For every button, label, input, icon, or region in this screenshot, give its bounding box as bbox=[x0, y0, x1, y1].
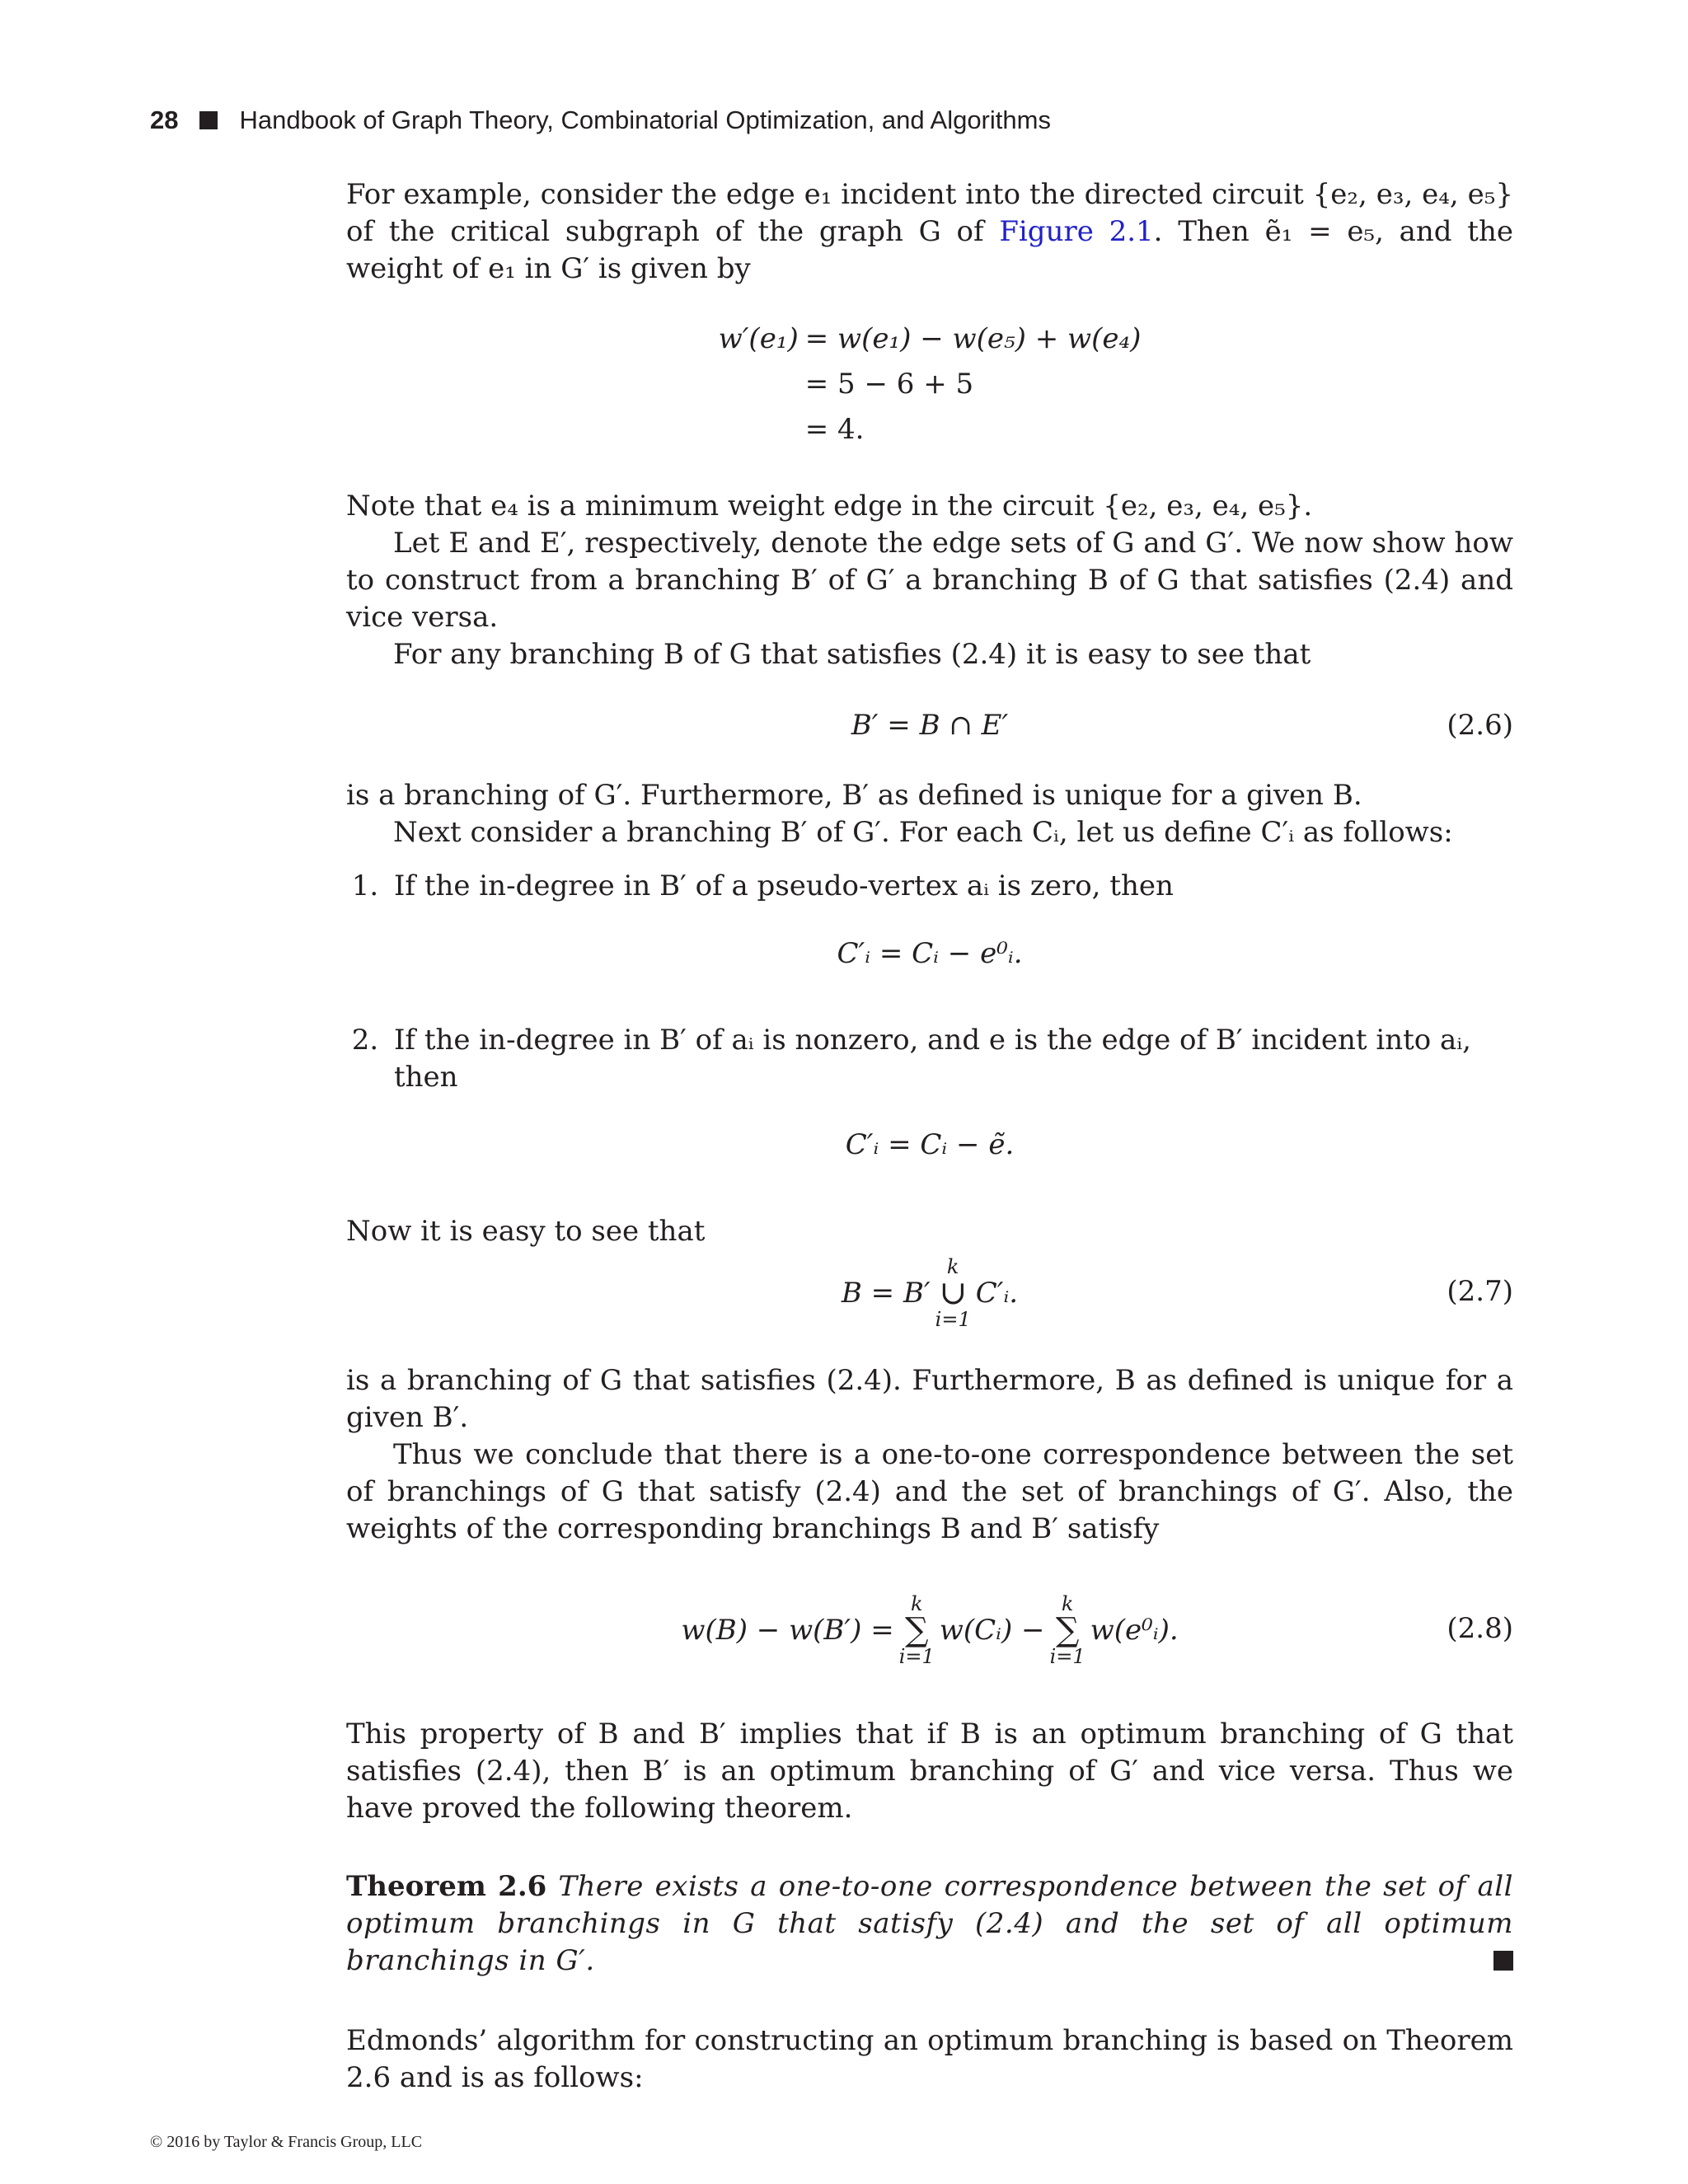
equation-right: C′ᵢ. bbox=[975, 1277, 1019, 1310]
equation-lhs: w′(e₁) bbox=[718, 322, 799, 355]
list-item bbox=[387, 868, 1513, 982]
paragraph-edmonds: Edmonds’ algorithm for constructing an optimum branching is based on Theorem 2.6 and is as follows: bbox=[346, 2024, 1513, 2094]
sum-operator bbox=[1050, 1594, 1085, 1666]
copyright-footer: © 2016 by Taylor & Francis Group, LLC bbox=[150, 2133, 423, 2151]
upper-limit: k bbox=[910, 1592, 923, 1615]
equation-left: B = B′ bbox=[841, 1277, 931, 1310]
lower-limit: i=1 bbox=[1049, 1645, 1085, 1668]
figure-link[interactable]: Figure 2.1 bbox=[999, 215, 1154, 248]
theorem-body: There exists a one-to-one correspondence between the set of all optimum branchings in G that satisfy (2.4) and the set of all optimum branchings in G′. bbox=[346, 1870, 1513, 1977]
equation-2-7 bbox=[346, 1250, 1513, 1336]
equation-line: = w(e₁) − w(e₅) + w(e₄) bbox=[804, 322, 1142, 355]
equation-term: w(e⁰ᵢ). bbox=[1090, 1614, 1179, 1647]
equation-line: = 4. bbox=[804, 413, 865, 446]
paragraph-example bbox=[346, 176, 1513, 288]
paragraph-text: For example, consider the edge e₁ incident into the directed circuit {e₂, e₃, e₄, e₅} of the critical subgraph of the graph G of bbox=[346, 178, 1513, 248]
equation-number: (2.6) bbox=[1447, 709, 1513, 742]
list-item-text: If the in-degree in B′ of aᵢ is nonzero, and e is the edge of B′ incident into aᵢ, then bbox=[394, 1024, 1471, 1094]
equation-body: B′ = B ∩ E′ bbox=[851, 709, 1009, 742]
paragraph-note: Note that e₄ is a minimum weight edge in the circuit {e₂, e₃, e₄, e₅}. bbox=[346, 490, 1313, 523]
lower-limit: i=1 bbox=[935, 1308, 971, 1331]
equation-line: = 5 − 6 + 5 bbox=[804, 368, 974, 401]
sum-operator bbox=[899, 1594, 935, 1666]
paragraph-conclude: Thus we conclude that there is a one-to-one correspondence between the set of branchings of G that satisfy (2.4) and the set of branchings of G′. Also, the weights of the corresponding branchings B and B′ satisfy bbox=[346, 1438, 1513, 1545]
theorem-2-6 bbox=[346, 1868, 1513, 1980]
lower-limit: i=1 bbox=[898, 1645, 935, 1668]
paragraph-next-consider: Next consider a branching B′ of G′. For each Cᵢ, let us define C′ᵢ as follows: bbox=[393, 816, 1453, 849]
equation-2-8 bbox=[346, 1579, 1513, 1681]
running-header bbox=[150, 104, 1051, 137]
theorem-title: Theorem 2.6 bbox=[346, 1870, 547, 1903]
paragraph-text: . Then ẽ₁ = e₅, and the weight of e₁ in G′ is given by bbox=[346, 215, 1513, 285]
equation-weight bbox=[346, 321, 1513, 448]
case-list bbox=[346, 868, 1513, 1174]
paragraph-now-easy: Now it is easy to see that bbox=[346, 1215, 706, 1248]
body-text bbox=[346, 176, 1513, 2097]
qed-square-icon bbox=[1493, 1951, 1513, 1971]
equation-2-6 bbox=[346, 700, 1513, 751]
equation-left: w(B) − w(B′) = bbox=[681, 1614, 894, 1647]
list-item-text: If the in-degree in B′ of a pseudo-vertex aᵢ is zero, then bbox=[394, 869, 1174, 902]
page-number: 28 bbox=[150, 105, 179, 134]
equation-number: (2.8) bbox=[1447, 1612, 1513, 1645]
union-icon: ∪ bbox=[939, 1274, 967, 1312]
paragraph-any-branching: For any branching B of G that satisfies (2.4) it is easy to see that bbox=[393, 638, 1311, 671]
running-title: Handbook of Graph Theory, Combinatorial Optimization, and Algorithms bbox=[239, 105, 1051, 134]
paragraph-property: This property of B and B′ implies that if B is an optimum branching of G that satisfies (2.4), then B′ is an optimum branching of G′ and vice versa. Thus we have proved the following theorem. bbox=[346, 1718, 1513, 1825]
list-equation: C′ᵢ = Cᵢ − e⁰ᵢ. bbox=[837, 937, 1023, 970]
paragraph-edge-sets: Let E and E′, respectively, denote the edge sets of G and G′. We now show how to construct from a branching B′ of G′ a branching B of G that satisfies (2.4) and vice versa. bbox=[346, 527, 1513, 634]
header-square-icon bbox=[199, 111, 218, 129]
upper-limit: k bbox=[1061, 1592, 1074, 1615]
equation-term: w(Cᵢ) − bbox=[939, 1614, 1045, 1647]
paragraph-is-branching-g: is a branching of G that satisfies (2.4). Furthermore, B as defined is unique for a given B′. bbox=[346, 1364, 1513, 1434]
equation-number: (2.7) bbox=[1447, 1275, 1513, 1308]
big-union-operator bbox=[935, 1257, 971, 1329]
summation-icon: ∑ bbox=[1055, 1611, 1080, 1649]
paragraph-is-branching: is a branching of G′. Furthermore, B′ as defined is unique for a given B. bbox=[346, 779, 1362, 812]
upper-limit: k bbox=[946, 1255, 959, 1278]
list-equation: C′ᵢ = Cᵢ − ẽ. bbox=[845, 1128, 1015, 1161]
list-item bbox=[387, 1022, 1513, 1174]
summation-icon: ∑ bbox=[904, 1611, 929, 1649]
